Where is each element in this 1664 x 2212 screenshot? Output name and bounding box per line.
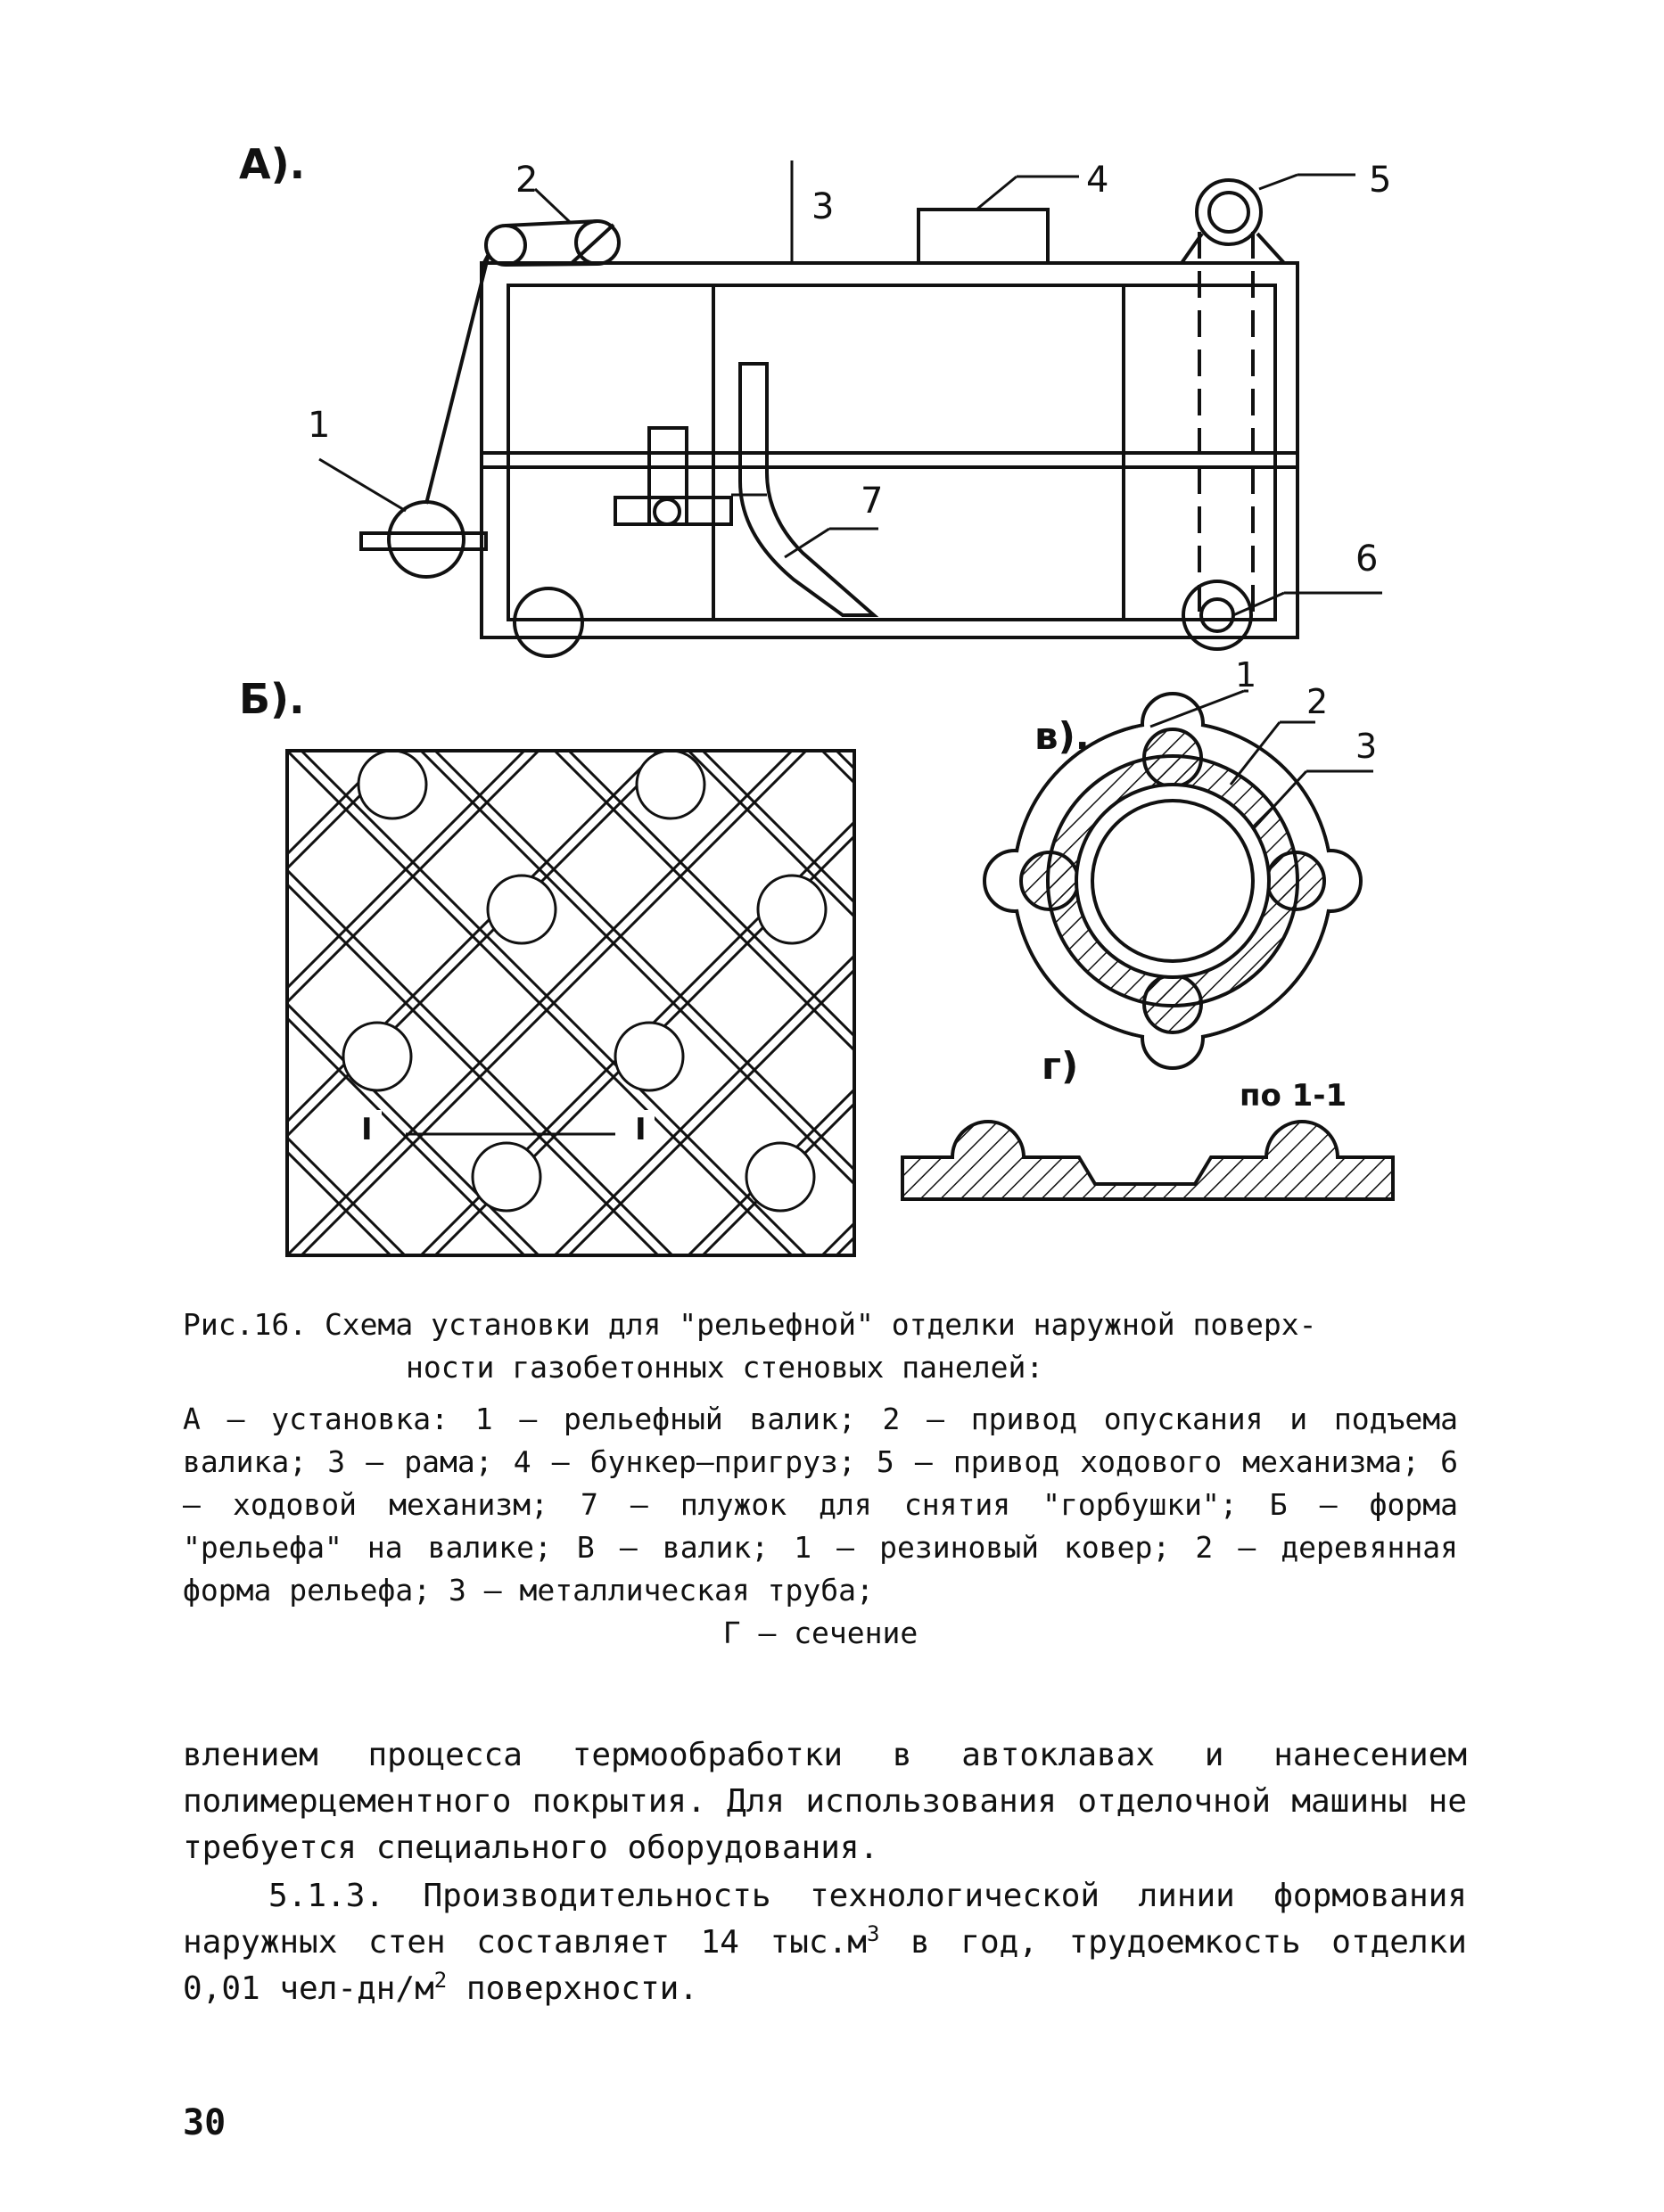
relief-circle [343,1023,411,1090]
lattice-line [0,749,273,1257]
wooden-lobe [1144,729,1201,786]
lattice-line [0,749,125,1257]
lattice-line [0,749,139,1257]
lattice-line [0,749,259,1257]
lattice-line [1489,749,1664,1257]
callout-v-1: 1 [1235,655,1257,695]
lattice-line [1503,749,1664,1257]
section-mark-left: I [361,1112,373,1147]
lattice-line [1503,749,1664,1257]
panel-a-installation [239,140,1391,656]
lattice-line [0,749,407,1257]
paragraph-5-1-3 [183,1873,1467,2012]
travel-drive-inner [1209,193,1248,232]
relief-circle [758,876,826,943]
lift-cable [426,254,489,504]
lattice-line [1370,749,1664,1257]
caption-title-line1: Рис.16. Схема установки для "рельефной" отделки наружной поверх- [183,1307,1317,1342]
lattice-line [0,749,139,1257]
p2-text-a: 5.1.3. Производительность технологической линии формования наружных стен составляет 14 тыс.м [183,1878,1467,1961]
lattice-line [0,749,125,1257]
metal-pipe-inner [1092,801,1253,961]
callout-7: 7 [861,481,884,522]
lattice-line [1489,749,1664,1257]
relief-circle [473,1143,540,1211]
relief-circle [615,1023,683,1090]
p2-superscript-1: 3 [866,1921,880,1946]
caption-legend-text: А – установка: 1 – рельефный валик; 2 – привод опускания и подъема валика; 3 – рама; 4 – бункер–пригруз; 5 – привод ходового механизма; 6 – ходовой механизм; 7 – плужок для снятия "горбушки"; Б – форма "рельефа" на валике; В – валик; 1 – резиновый ковер; 2 – деревянная форма рельефа; 3 – металлическая труба; [183,1402,1458,1608]
panel-v-roller [984,655,1377,1068]
caption-title-line2: ности газобетонных стеновых панелей: [406,1350,1044,1385]
lattice-line [1355,749,1664,1257]
diamond-grid [0,749,1664,1257]
lattice-line [1370,749,1664,1257]
callout-5: 5 [1369,160,1392,201]
panel-b-relief-pattern [0,675,1664,1257]
lattice-line [0,749,5,1257]
bracket-roller [655,499,680,524]
frame-outer [482,263,1297,637]
plough [740,364,874,615]
section-mark-right: I [635,1112,647,1147]
p2-superscript-2: 2 [433,1968,448,1993]
roller-axle [361,533,486,549]
p2-text-b: в год, трудоемкость отделки 0,01 чел-дн/м [183,1924,1467,2007]
lattice-line [0,749,273,1257]
panel-label-v: в). [1034,714,1090,758]
figure-caption-title [183,1303,1458,1389]
lattice-line [0,749,407,1257]
relief-roller [389,502,464,577]
wooden-lobe [1144,975,1201,1032]
lattice-line [0,749,392,1257]
section-profile [902,1122,1393,1199]
callout-4: 4 [1086,160,1109,201]
lift-drive-pulley-1 [486,226,525,265]
lattice-line [0,749,5,1257]
section-label: по 1-1 [1240,1078,1347,1114]
lattice-line [1355,749,1664,1257]
wooden-lobe [1267,852,1324,909]
relief-circle [488,876,556,943]
panel-label-g: г) [1042,1044,1079,1088]
travel-mechanism-inner [1201,599,1233,631]
lattice-line [0,749,392,1257]
callout-6: 6 [1355,539,1379,580]
hopper-weight [918,210,1048,263]
paragraph-continuation: влением процесса термообработки в автоклавах и нанесением полимерцементного покрытия. Для использования отделочной машины не требуется специального оборудования. [183,1737,1467,1866]
callout-v-3: 3 [1355,727,1378,766]
relief-circle [358,751,426,818]
panel-label-a: А). [239,140,306,188]
callout-1: 1 [308,405,331,446]
wooden-lobe [1021,852,1078,909]
callout-3: 3 [811,186,835,227]
p2-text-c: поверхности. [447,1970,698,2007]
panel-label-b: Б). [239,675,305,723]
callout-2: 2 [515,160,539,201]
relief-circle [746,1143,814,1211]
lattice-line [0,749,259,1257]
panel-g-section [902,1044,1393,1199]
wheel-front [515,588,582,656]
relief-circle [637,751,704,818]
page-number: 30 [183,2102,227,2143]
caption-legend-last: Г – сечение [722,1616,918,1650]
callout-v-2: 2 [1306,682,1329,721]
figure-caption-legend [183,1398,1458,1655]
